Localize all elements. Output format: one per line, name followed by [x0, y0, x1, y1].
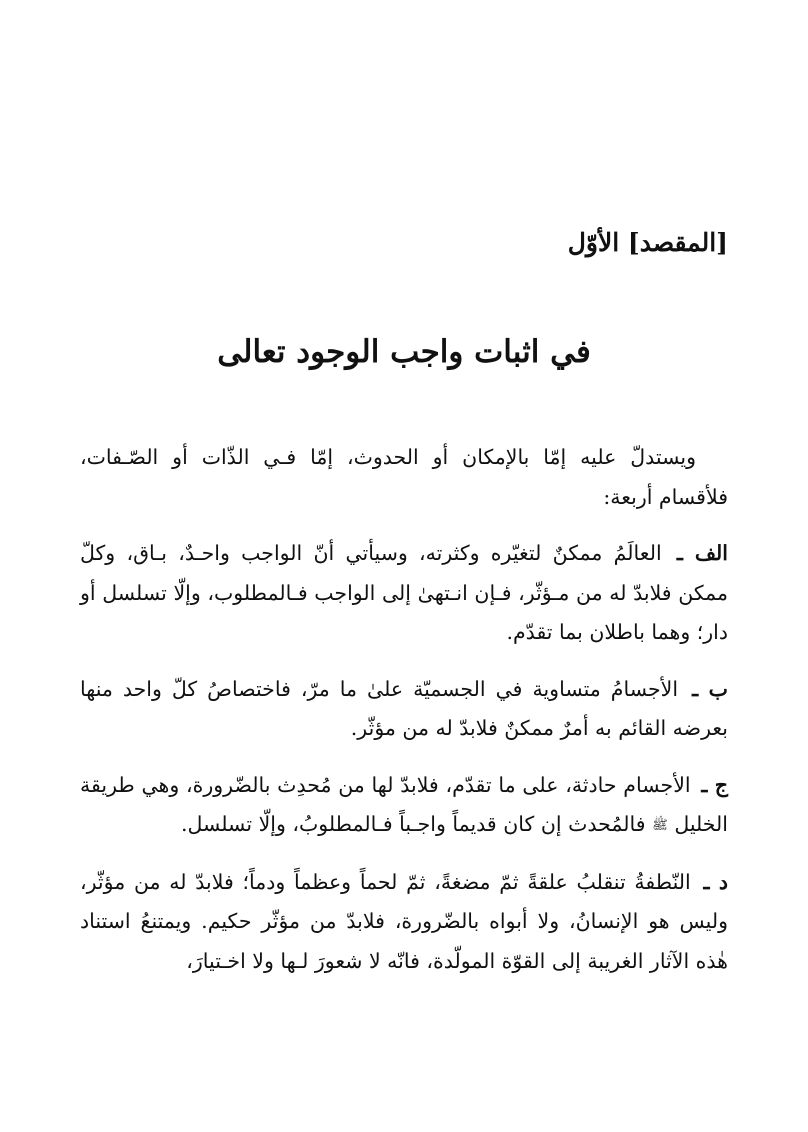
paragraph-alif-text: العالَمُ ممكنٌ لتغيّره وكثرته، وسيأتي أنّ الواجب واحـدٌ، بـاق، وكلّ ممكن فلابدّ له من مـؤثّر، فـإن انـتهىٰ إلى الواجب فـالمطلوب، وإلّا تسلسل أو دار؛ وهما باطلان بما تقدّم.: [80, 541, 728, 644]
paragraph-jim-text-after: فالمُحدث إن كان قديماً واجـباً فـالمطلوبُ، وإلّا تسلسل.: [180, 812, 646, 836]
paragraph-dal-text: النّطفةُ تنقلبُ علقةً ثمّ مضغةً، ثمّ لحماً وعظماً ودماً؛ فلابدّ له من مؤثّر، وليس هو الإنسانُ، ولا أبواه بالضّرورة، فلابدّ من مؤثّر حكيم. ويمتنعُ استناد هٰذه الآثار الغريبة إلى القوّة المولّدة، فانّه لا شعورَ لـها ولا اخـتيارَ،: [80, 869, 728, 973]
paragraph-ba: [80, 670, 728, 749]
section-label: [المقصد] الأوّل: [567, 228, 728, 257]
chapter-title: في اثبات واجب الوجود تعالى: [217, 334, 591, 370]
honorific-symbol: ﷺ: [652, 818, 668, 833]
intro-paragraph: ويستدلّ عليه إمّا بالإمكان أو الحدوث، إمّا فـي الذّات أو الصّـفات، فلأقسام أربعة:: [80, 445, 728, 509]
paragraph-jim: [80, 766, 728, 846]
item-marker-dal: د ـ: [703, 869, 728, 894]
body-text: [80, 438, 728, 998]
item-marker-jim: ج ـ: [701, 772, 728, 797]
item-marker-ba: ب ـ: [692, 676, 728, 701]
item-marker-alif: الف ـ: [676, 541, 728, 565]
paragraph-dal: [80, 863, 728, 982]
paragraph-jim-text-before: الأجسام حادثة، على ما تقدّم، فلابدّ لها من مُحدِث بالضّرورة، وهي طريقة الخليل: [80, 772, 728, 836]
paragraph-alif: [80, 534, 728, 653]
paragraph-ba-text: الأجسامُ متساوية في الجسميّة علىٰ ما مرّ، فاختصاصُ كلّ واحد منها بعرضه القائم به أمرٌ ممكنٌ فلابدّ له من مؤثّر.: [80, 676, 728, 740]
